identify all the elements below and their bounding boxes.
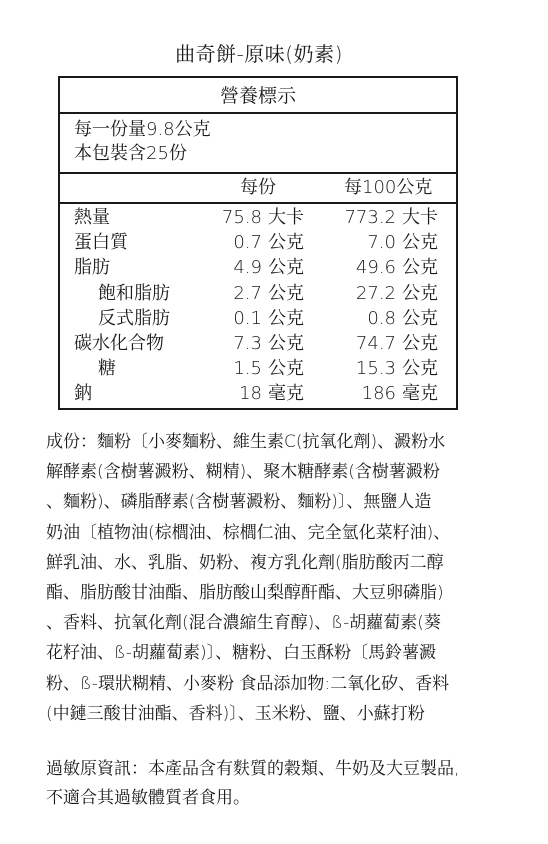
nutrient-row [60,205,456,230]
per-100g-unit: 公克 [402,257,438,279]
ingredients-line: 粉、ß-環狀糊精、小麥粉 食品添加物:二氧化矽、香料 [46,673,450,694]
allergen-line: 不適合其過敏體質者食用。 [46,788,250,808]
per-serving-value: 18 [239,383,262,405]
nutrient-name: 碳水化合物 [74,332,164,354]
per-100g-value: 186 [361,383,396,405]
per-100g-unit: 公克 [402,282,438,304]
nutrient-row [60,230,456,255]
per-100g-value: 0.8 [367,307,396,329]
ingredients-line: 奶油〔植物油(棕櫚油、棕櫚仁油、完全氫化菜籽油)、 [46,522,451,543]
nutrient-name: 熱量 [74,207,110,228]
per-100g-value: 74.7 [355,332,396,354]
ingredients-line: 成份：麵粉〔小麥麵粉、維生素C(抗氧化劑)、澱粉水 [46,432,446,452]
divider [60,202,456,204]
per-serving-unit: 公克 [268,232,304,254]
per-100g-value: 773.2 [344,207,396,228]
nutrient-row [60,331,456,356]
ingredients-line: 解酵素(含樹薯澱粉、糊精)、聚木糖酵素(含樹薯澱粉 [46,462,440,483]
per-100g-unit: 公克 [402,358,438,380]
ingredients-text [46,427,516,729]
serving-size: 每一份量9.8公克 [74,119,211,140]
per-serving-value: 75.8 [221,207,262,228]
product-title: 曲奇餅-原味(奶素) [175,42,343,66]
ingredients-line: 酯、脂肪酸甘油酯、脂肪酸山梨醇酐酯、大豆卵磷脂) [46,583,444,604]
serving-info [74,118,211,166]
nutrient-row [60,356,456,381]
per-100g-value: 27.2 [355,282,396,304]
per-serving-value: 1.5 [233,358,262,380]
nutrition-panel [58,76,458,410]
nutrient-name: 蛋白質 [74,232,128,254]
per-serving-header: 每份 [240,177,276,198]
nutrient-name: 脂肪 [74,257,110,279]
nutrient-row [60,381,456,406]
per-serving-value: 0.1 [233,307,262,329]
per-100g-value: 15.3 [355,358,396,380]
per-serving-unit: 大卡 [268,207,304,228]
per-serving-unit: 公克 [268,257,304,279]
nutrient-row [60,281,456,306]
per-100g-unit: 大卡 [402,207,438,228]
ingredients-line: 花籽油、ß-胡蘿蔔素)〕、糖粉、白玉酥粉〔馬鈴薯澱 [46,643,437,664]
per-serving-unit: 公克 [268,332,304,354]
per-100g-value: 49.6 [355,257,396,279]
nutrient-rows [60,205,456,407]
per-100g-unit: 公克 [402,332,438,354]
column-headers [60,174,456,202]
nutrient-name: 糖 [98,358,116,380]
nutrient-name: 飽和脂肪 [98,282,170,304]
allergen-info [46,755,526,813]
per-serving-unit: 毫克 [268,383,304,405]
servings-per-package: 本包裝含25份 [74,143,187,164]
nutrient-name: 反式脂肪 [98,307,170,329]
per-serving-value: 7.3 [233,332,262,354]
nutrient-name: 鈉 [74,383,92,405]
nutrient-row [60,306,456,331]
per-serving-unit: 公克 [268,307,304,329]
per-serving-value: 0.7 [233,232,262,254]
ingredients-line: (中鏈三酸甘油酯、香料)〕、玉米粉、鹽、小蘇打粉 [46,703,425,724]
nutrition-heading: 營養標示 [60,78,456,114]
per-100g-value: 7.0 [367,232,396,254]
per-serving-value: 4.9 [233,257,262,279]
nutrient-row [60,255,456,280]
per-100g-unit: 公克 [402,232,438,254]
per-serving-value: 2.7 [233,282,262,304]
ingredients-line: 鮮乳油、水、乳脂、奶粉、複方乳化劑(脂肪酸丙二醇 [46,552,444,573]
ingredients-line: 、香料、抗氧化劑(混合濃縮生育醇)、ß-胡蘿蔔素(葵 [46,613,441,634]
per-100g-unit: 毫克 [402,383,438,405]
per-serving-unit: 公克 [268,358,304,380]
per-100g-header: 每100公克 [344,177,433,198]
per-100g-unit: 公克 [402,307,438,329]
allergen-line: 過敏原資訊：本產品含有麩質的穀類、牛奶及大豆製品, [46,759,460,779]
ingredients-line: 、麵粉)、磷脂酵素(含樹薯澱粉、麵粉)〕、無鹽人造 [46,492,432,513]
per-serving-unit: 公克 [268,282,304,304]
